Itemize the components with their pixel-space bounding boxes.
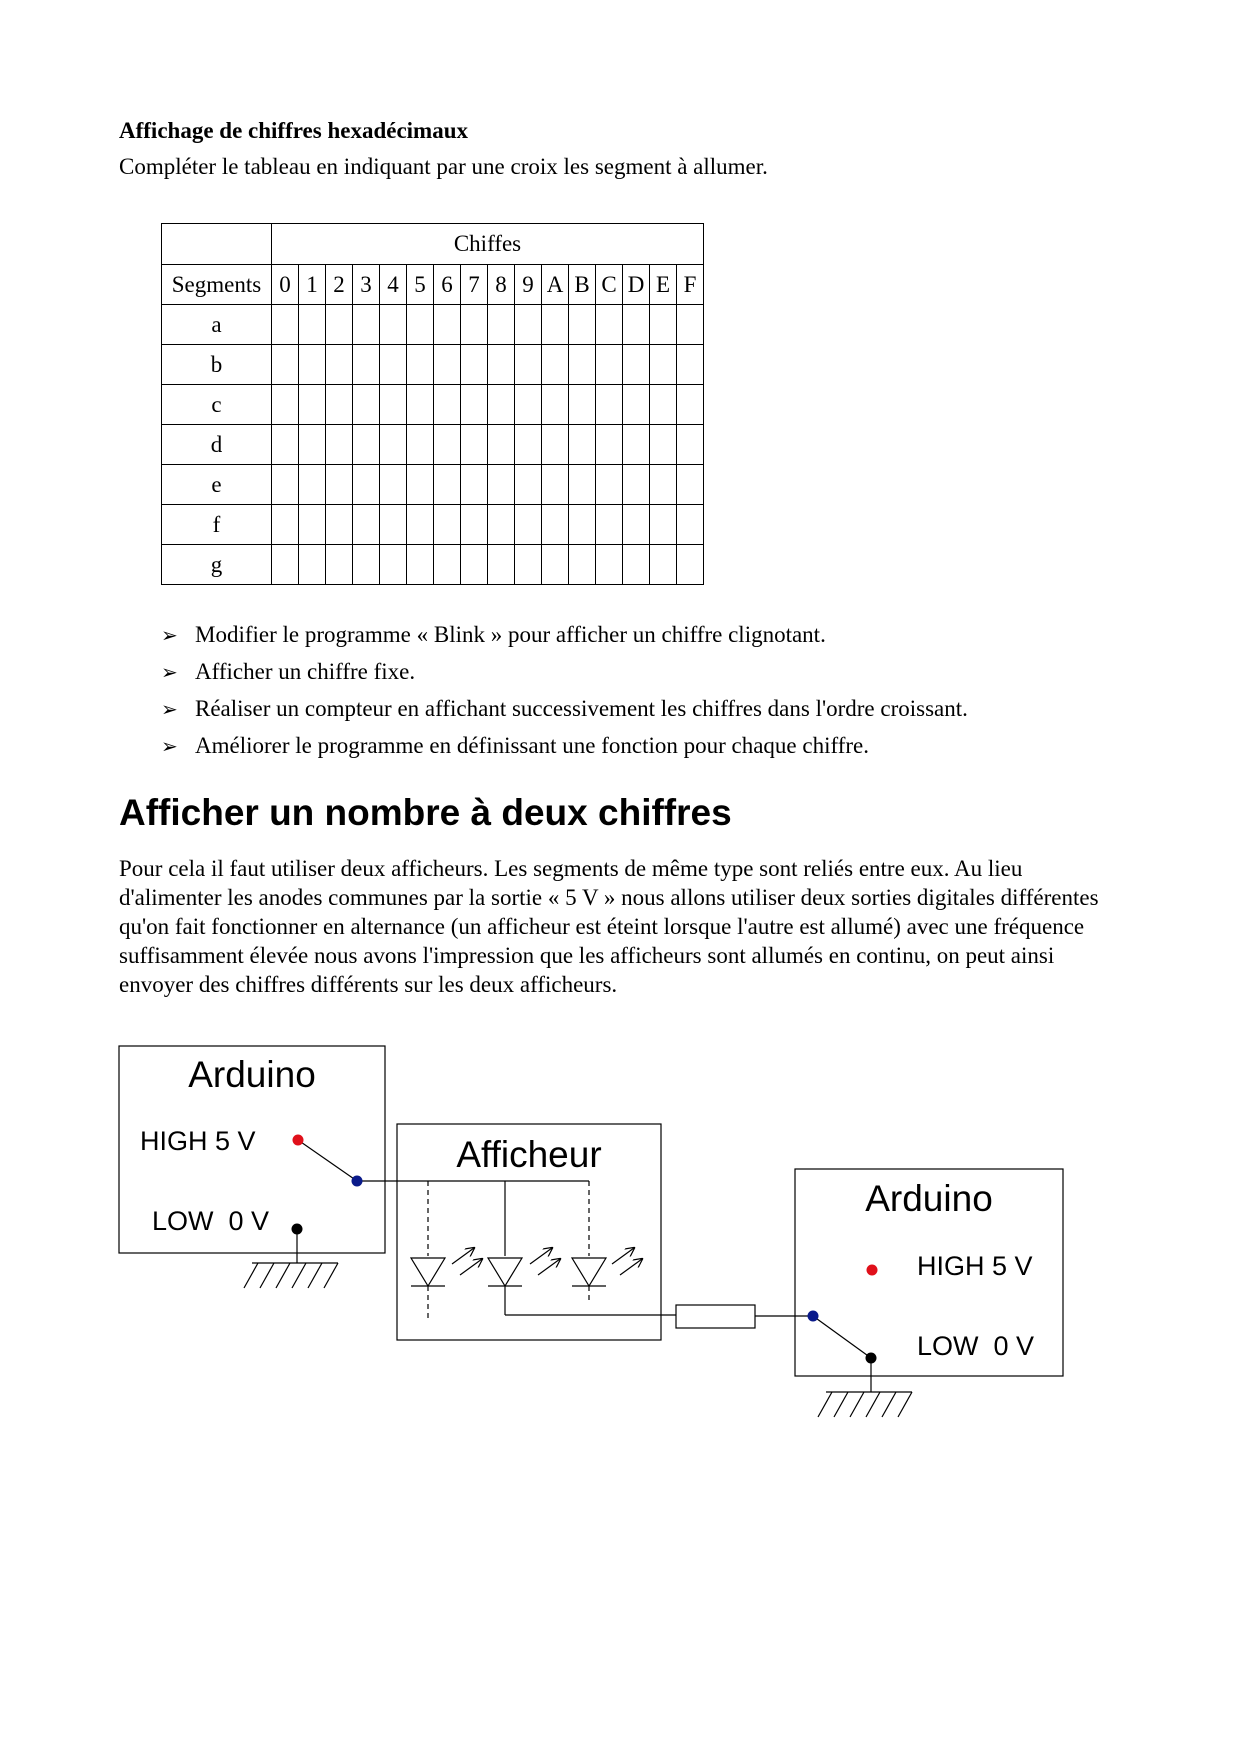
arrow-bullet-icon: ➢ <box>161 660 178 684</box>
digit-header: 1 <box>299 265 326 305</box>
left-switch-dot <box>352 1176 363 1187</box>
digit-header: A <box>542 265 569 305</box>
arrow-bullet-icon: ➢ <box>161 697 178 721</box>
right-arduino-title: Arduino <box>865 1178 993 1219</box>
left-ground-hatch <box>244 1263 338 1288</box>
task-text: Réaliser un compteur en affichant successivement les chiffres dans l'ordre croissant. <box>195 696 968 721</box>
task-text: Modifier le programme « Blink » pour afficher un chiffre clignotant. <box>195 622 826 647</box>
digit-header: 3 <box>353 265 380 305</box>
segment-label: b <box>162 345 272 385</box>
digit-header: 2 <box>326 265 353 305</box>
left-switch-arm <box>298 1140 357 1181</box>
led-right <box>572 1258 606 1286</box>
digit-header: 5 <box>407 265 434 305</box>
left-low-label: LOW 0 V <box>152 1206 270 1236</box>
display-title: Afficheur <box>456 1134 602 1175</box>
segment-label: f <box>162 505 272 545</box>
digit-header: B <box>569 265 596 305</box>
digits-group-header: Chiffes <box>272 224 704 265</box>
right-switch-arm <box>813 1316 871 1358</box>
led-left <box>411 1258 445 1286</box>
left-high-label: HIGH 5 V <box>140 1126 256 1156</box>
digit-header: 8 <box>488 265 515 305</box>
digit-header: 0 <box>272 265 299 305</box>
right-ground-hatch <box>818 1392 912 1417</box>
light-arrows <box>452 1248 642 1275</box>
section-heading: Afficher un nombre à deux chiffres <box>119 792 732 833</box>
section-title: Affichage de chiffres hexadécimaux <box>119 118 468 143</box>
digit-header: 4 <box>380 265 407 305</box>
digit-header: 6 <box>434 265 461 305</box>
segment-label: e <box>162 465 272 505</box>
resistor <box>676 1305 755 1328</box>
digit-header: 7 <box>461 265 488 305</box>
segment-label: a <box>162 305 272 345</box>
task-text: Améliorer le programme en définissant une fonction pour chaque chiffre. <box>195 733 869 758</box>
digit-header: C <box>596 265 623 305</box>
left-high-dot <box>293 1135 304 1146</box>
right-high-label: HIGH 5 V <box>917 1251 1033 1281</box>
arrow-bullet-icon: ➢ <box>161 734 178 758</box>
digit-header: D <box>623 265 650 305</box>
segment-label: g <box>162 545 272 585</box>
segment-label: c <box>162 385 272 425</box>
task-text: Afficher un chiffre fixe. <box>195 659 416 684</box>
right-low-label: LOW 0 V <box>917 1331 1035 1361</box>
body-paragraph: Pour cela il faut utiliser deux afficheurs. Les segments de même type sont reliés entre eux. Au lieu d'alimenter les anodes communes par la sortie « 5 V » nous allons utiliser deux sorties digitales différentes qu'on fait fonctionner en alternance (un afficheur est éteint lorsque l'autre est allumé) avec une fréquence suffisamment élevée nous avons l'impression que les afficheurs sont allumés en continu, on peut ainsi envoyer des chiffres différents sur les deux afficheurs. <box>119 856 1099 997</box>
digit-header: F <box>677 265 704 305</box>
left-low-dot <box>292 1224 303 1235</box>
digit-header: 9 <box>515 265 542 305</box>
right-high-dot <box>867 1265 878 1276</box>
segments-header: Segments <box>162 265 272 305</box>
led-center <box>488 1258 522 1286</box>
right-low-dot <box>866 1353 877 1364</box>
segment-label: d <box>162 425 272 465</box>
right-switch-dot <box>808 1311 819 1322</box>
digit-header: E <box>650 265 677 305</box>
left-arduino-title: Arduino <box>188 1054 316 1095</box>
intro-text: Compléter le tableau en indiquant par une croix les segment à allumer. <box>119 154 768 179</box>
arrow-bullet-icon: ➢ <box>161 623 178 647</box>
